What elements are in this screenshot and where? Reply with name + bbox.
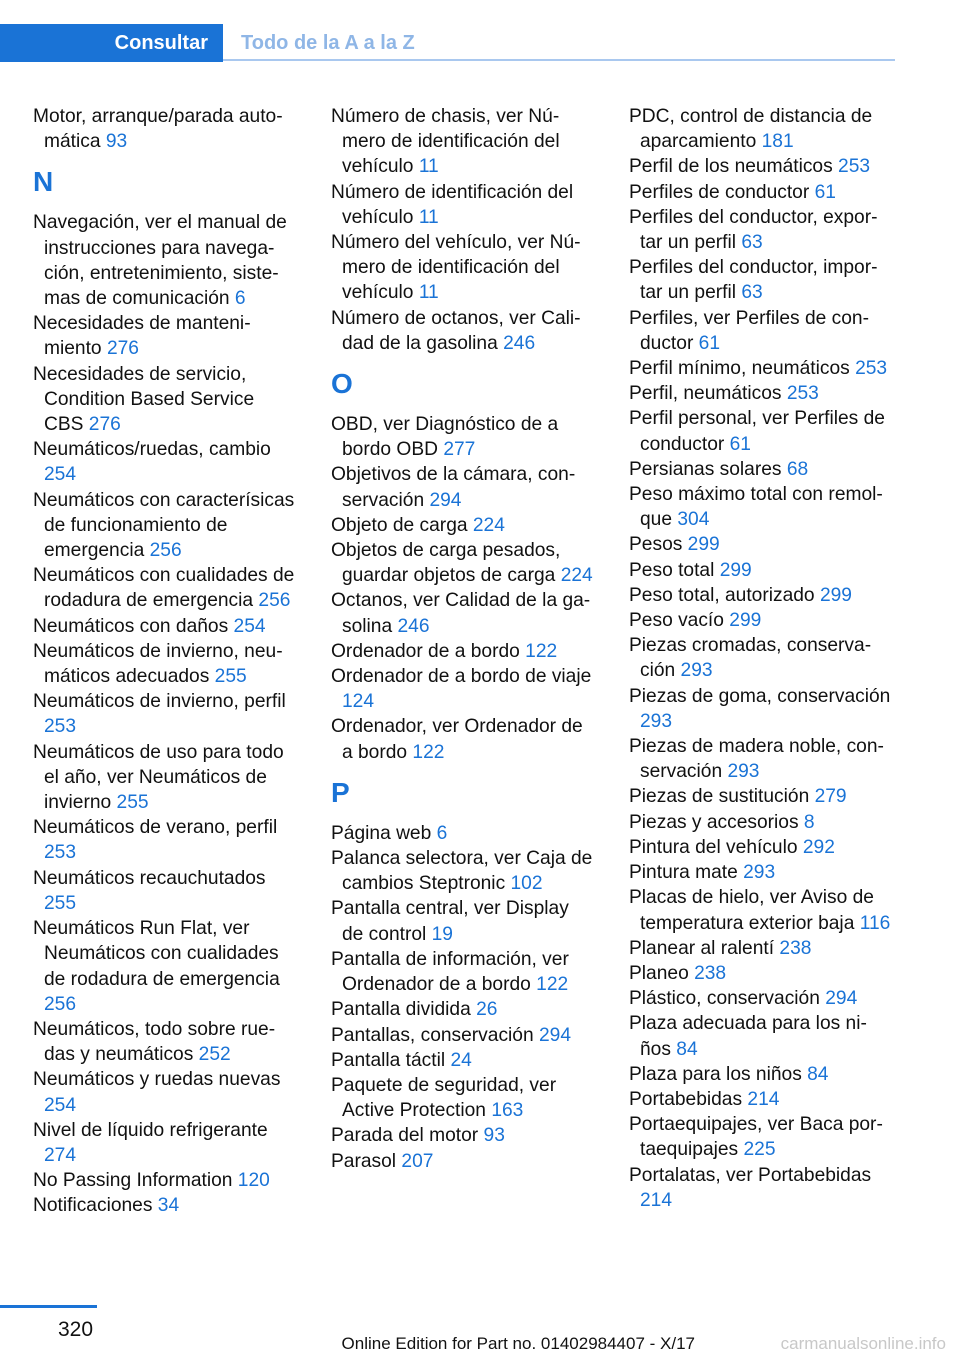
index-entry: [331, 180, 593, 230]
index-entry: [331, 104, 593, 180]
index-entry: [33, 563, 295, 613]
page-link[interactable]: 254: [44, 464, 77, 486]
index-column-1: [33, 104, 295, 1219]
page-link[interactable]: 84: [676, 1038, 698, 1060]
page-link[interactable]: 256: [44, 993, 77, 1015]
index-entry: [33, 639, 295, 689]
page-link[interactable]: 294: [825, 988, 858, 1010]
index-entry: [33, 488, 295, 564]
page-link[interactable]: 256: [149, 540, 182, 562]
index-entry: [629, 734, 891, 784]
page-link[interactable]: 11: [418, 282, 439, 304]
page-link[interactable]: 255: [44, 892, 77, 914]
index-entry-text: Pantalla de información, ver Ordenador de a bordo: [331, 948, 569, 996]
page-link[interactable]: 224: [560, 565, 593, 587]
index-entry-text: Placas de hielo, ver Aviso de temperatura exterior baja: [629, 887, 874, 934]
page-link[interactable]: 254: [44, 1094, 77, 1116]
page-link[interactable]: 116: [859, 912, 891, 934]
page-link[interactable]: 122: [412, 741, 445, 763]
index-entry: [33, 210, 295, 311]
footer-accent-line: [0, 1305, 97, 1308]
page-link[interactable]: 181: [761, 131, 794, 153]
index-entry: [331, 588, 593, 638]
page-link[interactable]: 163: [491, 1100, 524, 1122]
index-entry: [629, 936, 891, 961]
index-entry-text: Objetivos de la cámara, conservación: [331, 464, 576, 511]
index-entry-text: No Passing Information: [33, 1170, 233, 1192]
index-entry: [629, 558, 891, 583]
index-entry-text: Navegación, ver el manual de instrucciones para navegación, entretenimiento, sistemas de comunicación: [33, 212, 287, 310]
page-link[interactable]: 19: [431, 923, 453, 945]
index-entry: [331, 664, 593, 714]
index-entry-text: Planeo: [629, 962, 689, 984]
index-entry-text: Pintura del vehículo: [629, 836, 798, 858]
index-entry-text: Piezas de sustitución: [629, 786, 810, 808]
tab-underline: [223, 59, 895, 61]
index-entry-text: Persianas solares: [629, 458, 782, 480]
page-link[interactable]: 8: [803, 811, 815, 833]
page-link[interactable]: 253: [786, 383, 819, 405]
index-entry-text: Necesidades de servicio, Condition Based Service CBS: [33, 363, 255, 436]
index-entry: [629, 356, 891, 381]
index-entry-text: Objeto de carga: [331, 514, 468, 536]
page-link[interactable]: 292: [802, 836, 835, 858]
index-entry: [33, 815, 295, 865]
index-entry: [33, 437, 295, 487]
index-entry: [33, 1168, 295, 1193]
index-entry: [629, 810, 891, 835]
index-entry-text: Neumáticos con cualidades de rodadura de emergencia: [33, 565, 295, 612]
index-entry: [33, 1118, 295, 1168]
page-link[interactable]: 294: [539, 1024, 572, 1046]
index-entry: [629, 154, 891, 179]
index-entry-text: Perfiles del conductor, exportar un perfil: [629, 206, 878, 254]
index-entry-text: Pantallas, conservación: [331, 1024, 534, 1046]
tab-consultar[interactable]: Consultar: [0, 24, 223, 62]
index-entry-text: Perfil personal, ver Perfiles de conductor: [629, 408, 885, 455]
index-entry-text: Motor, arranque/parada automática: [33, 106, 283, 153]
index-letter-heading: O: [331, 368, 353, 400]
index-entry-text: Neumáticos con caracterísicas de funcionamiento de emergencia: [33, 489, 295, 562]
index-entry: [331, 947, 593, 997]
index-column-2: [331, 104, 593, 1174]
page-link[interactable]: 304: [677, 509, 710, 531]
index-entry: [33, 866, 295, 916]
index-entry-text: Número del vehículo, ver Número de identificación del vehículo: [331, 232, 581, 304]
page-link[interactable]: 11: [418, 156, 439, 178]
index-entry-text: Peso total: [629, 559, 715, 581]
index-entry: [33, 614, 295, 639]
page-link[interactable]: 252: [198, 1044, 231, 1066]
index-entry-text: Plaza adecuada para los niños: [629, 1013, 867, 1060]
index-entry-text: Palanca selectora, ver Caja de cambios Steptronic: [331, 848, 593, 895]
index-entry: [629, 1087, 891, 1112]
edition-text: Online Edition for Part no. 01402984407 - X/17: [341, 1334, 695, 1353]
index-entry-text: Perfiles, ver Perfiles de conductor: [629, 307, 869, 354]
page-link[interactable]: 256: [258, 590, 291, 612]
page-link[interactable]: 124: [342, 691, 375, 713]
page-link[interactable]: 274: [44, 1144, 77, 1166]
page-link[interactable]: 6: [234, 288, 246, 310]
index-entry: [331, 639, 593, 664]
page-link[interactable]: 253: [44, 716, 77, 738]
index-entry: [629, 608, 891, 633]
index-entry: [33, 362, 295, 438]
index-entry-text: Nivel de líquido refrigerante: [33, 1119, 268, 1141]
index-entry-text: PDC, control de distancia de aparcamiento: [629, 106, 873, 153]
page-link[interactable]: 84: [807, 1063, 829, 1085]
index-entry-text: Parasol: [331, 1150, 397, 1172]
page-link[interactable]: 214: [747, 1088, 780, 1110]
index-entry-text: Perfil mínimo, neumáticos: [629, 358, 850, 380]
index-entry-text: Perfiles del conductor, importar un perfil: [629, 257, 878, 304]
index-entry: [629, 986, 891, 1011]
index-entry: [33, 311, 295, 361]
index-entry: [331, 412, 593, 462]
index-entry: [629, 1163, 891, 1213]
page-link[interactable]: 61: [698, 332, 721, 354]
index-entry: [33, 1193, 295, 1218]
index-entry-text: Piezas de goma, conservación: [629, 685, 891, 707]
index-entry: [331, 1123, 593, 1148]
index-entry-text: Parada del motor: [331, 1125, 479, 1147]
page-link[interactable]: 224: [472, 514, 505, 536]
index-entry-text: Paquete de seguridad, ver Active Protection: [331, 1074, 557, 1122]
index-entry: [629, 961, 891, 986]
page-link[interactable]: 6: [436, 822, 448, 844]
page-link[interactable]: 207: [401, 1150, 434, 1172]
index-entry: [629, 205, 891, 255]
page-link[interactable]: 102: [510, 873, 543, 895]
page-link[interactable]: 299: [819, 584, 852, 606]
index-entry-text: Necesidades de mantenimiento: [33, 313, 251, 360]
page-link[interactable]: 34: [157, 1195, 180, 1217]
index-entry-text: Portaequipajes, ver Baca portaequipajes: [629, 1114, 883, 1161]
page-link[interactable]: 214: [640, 1189, 673, 1211]
index-entry: [331, 230, 593, 306]
index-entry: [629, 1062, 891, 1087]
index-letter-heading: P: [331, 776, 350, 808]
page-link[interactable]: 293: [640, 710, 673, 732]
index-entry-text: Notificaciones: [33, 1195, 153, 1217]
page-link[interactable]: 277: [443, 439, 476, 461]
index-entry: [629, 406, 891, 456]
index-entry-text: Planear al ralentí: [629, 937, 775, 959]
page-link[interactable]: 122: [536, 974, 569, 996]
index-entry: [33, 740, 295, 816]
page-link[interactable]: 68: [786, 458, 809, 480]
index-entry: [331, 896, 593, 946]
index-column-3: [629, 104, 891, 1213]
index-entry-text: Número de chasis, ver Número de identificación del vehículo: [331, 106, 560, 178]
index-entry: [331, 1023, 593, 1048]
index-entry-text: Neumáticos de uso para todo el año, ver Neumáticos de invierno: [33, 741, 284, 814]
index-entry-text: Perfil de los neumáticos: [629, 156, 833, 178]
index-entry-text: Neumáticos recauchutados: [33, 867, 266, 889]
page-link[interactable]: 93: [105, 131, 128, 153]
index-entry-text: Ordenador de a bordo: [331, 640, 520, 662]
page-link[interactable]: 63: [741, 232, 763, 254]
index-entry: [33, 1017, 295, 1067]
index-entry-text: Pantalla central, ver Display de control: [331, 898, 569, 945]
index-entry: [629, 583, 891, 608]
index-entry: [331, 997, 593, 1022]
index-entry: [629, 381, 891, 406]
index-entry-text: Peso total, autorizado: [629, 584, 815, 606]
page-link[interactable]: 11: [418, 206, 439, 228]
page-link[interactable]: 63: [741, 282, 763, 304]
page-link[interactable]: 24: [450, 1049, 472, 1071]
page-link[interactable]: 254: [233, 615, 266, 637]
index-entry-text: Neumáticos, todo sobre ruedas y neumáticos: [33, 1018, 276, 1066]
page-link[interactable]: 255: [214, 666, 247, 688]
index-entry-text: Pintura mate: [629, 862, 738, 884]
index-entry: [629, 684, 891, 734]
index-entry: [629, 885, 891, 935]
page-link[interactable]: 276: [88, 414, 121, 436]
index-entry-text: Portalatas, ver Portabebidas: [629, 1164, 872, 1186]
index-entry-text: Piezas cromadas, conservación: [629, 635, 872, 682]
page-link[interactable]: 299: [729, 610, 762, 632]
index-entry: [629, 860, 891, 885]
index-entry: [331, 462, 593, 512]
index-entry-text: Neumáticos de verano, perfil: [33, 817, 278, 839]
index-entry-text: Neumáticos de invierno, perfil: [33, 691, 286, 713]
index-entry: [629, 633, 891, 683]
index-entry-text: Piezas de madera noble, conservación: [629, 736, 884, 783]
index-entry-text: OBD, ver Diagnóstico de a bordo OBD: [331, 414, 559, 461]
index-entry-text: Peso vacío: [629, 610, 724, 632]
page-link[interactable]: 246: [397, 615, 430, 637]
page-link[interactable]: 294: [429, 489, 462, 511]
index-entry-text: Portabebidas: [629, 1088, 743, 1110]
index-entry-text: Octanos, ver Calidad de la gasolina: [331, 590, 591, 637]
index-entry: [33, 916, 295, 1017]
index-entry: [331, 1073, 593, 1123]
index-entry-text: Número de octanos, ver Calidad de la gasolina: [331, 307, 581, 354]
index-entry: [629, 835, 891, 860]
index-entry: [33, 104, 295, 154]
index-entry-text: Ordenador, ver Ordenador de a bordo: [331, 716, 583, 763]
page-link[interactable]: 293: [727, 761, 760, 783]
page-link[interactable]: 279: [814, 786, 847, 808]
index-entry-text: Neumáticos/ruedas, cambio: [33, 439, 271, 461]
index-entry: [331, 1149, 593, 1174]
index-entry-text: Plástico, conservación: [629, 988, 820, 1010]
index-entry: [629, 104, 891, 154]
page-link[interactable]: 238: [694, 962, 727, 984]
index-entry-text: Perfil, neumáticos: [629, 383, 782, 405]
page-link[interactable]: 61: [814, 181, 836, 203]
index-entry: [629, 457, 891, 482]
page-link[interactable]: 255: [116, 792, 149, 814]
index-entry: [629, 306, 891, 356]
page-link[interactable]: 293: [743, 862, 776, 884]
index-entry: [331, 513, 593, 538]
index-entry-text: Perfiles de conductor: [629, 181, 810, 203]
page-link[interactable]: 246: [503, 332, 536, 354]
page-link[interactable]: 253: [838, 156, 871, 178]
index-entry-text: Pantalla táctil: [331, 1049, 446, 1071]
page-link[interactable]: 253: [855, 358, 888, 380]
header-tabbar: [0, 24, 895, 62]
index-entry: [629, 1112, 891, 1162]
page-number: 320: [58, 1318, 94, 1341]
index-entry-text: Página web: [331, 822, 432, 844]
index-entry-text: Neumáticos con daños: [33, 615, 229, 637]
index-entry: [331, 714, 593, 764]
index-entry: [331, 538, 593, 588]
index-entry-text: Objetos de carga pesados, guardar objetos de carga: [331, 540, 561, 587]
index-entry-text: Ordenador de a bordo de viaje: [331, 666, 592, 688]
page-link[interactable]: 122: [525, 640, 558, 662]
index-entry-text: Pantalla dividida: [331, 999, 471, 1021]
index-entry-text: Piezas y accesorios: [629, 811, 799, 833]
page-link[interactable]: 26: [476, 999, 498, 1021]
index-entry: [629, 784, 891, 809]
index-entry-text: Neumáticos y ruedas nuevas: [33, 1069, 281, 1091]
index-entry: [331, 846, 593, 896]
page-link[interactable]: 276: [106, 338, 139, 360]
page-link[interactable]: 93: [483, 1125, 505, 1147]
index-entry-text: Plaza para los niños: [629, 1063, 802, 1085]
index-entry: [33, 1067, 295, 1117]
index-letter-heading: N: [33, 166, 54, 198]
index-entry-text: Neumáticos de invierno, neumáticos adecuados: [33, 640, 283, 688]
page-link[interactable]: 299: [719, 559, 752, 581]
tab-todo-a-z[interactable]: Todo de la A a la Z: [241, 32, 415, 54]
page-link[interactable]: 61: [729, 433, 751, 455]
index-entry: [629, 532, 891, 557]
index-entry: [331, 306, 593, 356]
index-entry: [629, 1011, 891, 1061]
index-entry-text: Pesos: [629, 534, 683, 556]
page-link[interactable]: 238: [779, 937, 812, 959]
index-entry: [331, 821, 593, 846]
index-entry: [331, 1048, 593, 1073]
index-entry-text: Peso máximo total con remolque: [629, 484, 883, 531]
page-link[interactable]: 225: [743, 1139, 776, 1161]
index-entry: [629, 255, 891, 305]
page-link[interactable]: 293: [680, 660, 713, 682]
watermark: carmanualsonline.info: [780, 1334, 946, 1353]
page-link[interactable]: 299: [687, 534, 720, 556]
index-entry: [629, 482, 891, 532]
index-entry: [33, 689, 295, 739]
page-link[interactable]: 253: [44, 842, 77, 864]
index-entry-text: Número de identificación del vehículo: [331, 181, 574, 228]
index-entry-text: Neumáticos Run Flat, ver Neumáticos con cualidades de rodadura de emergencia: [33, 918, 280, 990]
page-link[interactable]: 120: [237, 1170, 270, 1192]
index-entry: [629, 180, 891, 205]
